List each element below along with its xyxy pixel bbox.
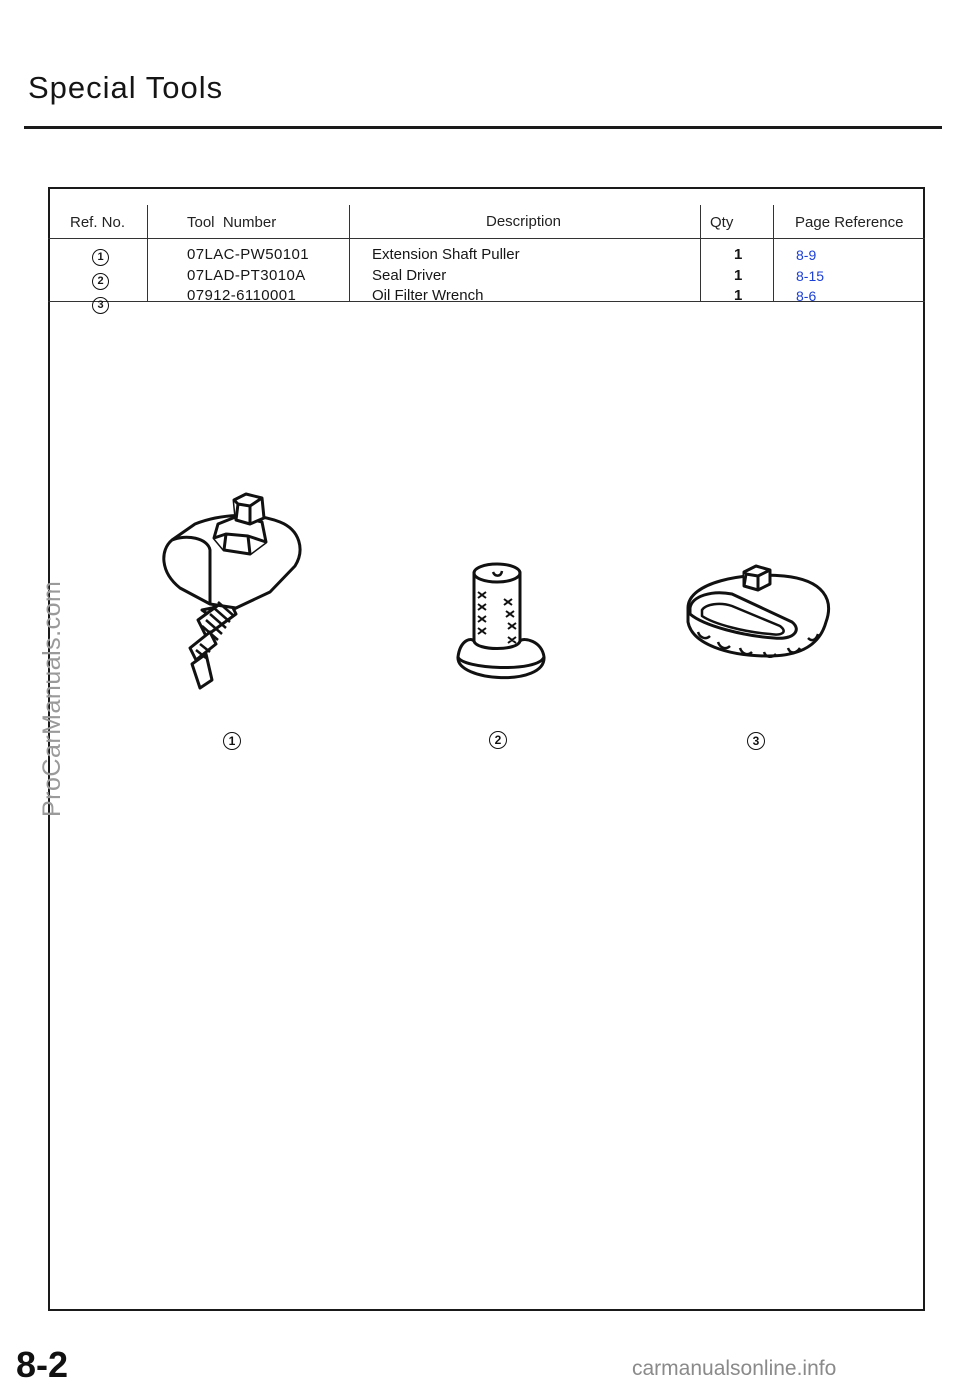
- page-number: 8-2: [16, 1344, 69, 1385]
- footer-site-watermark: carmanualsonline.info: [632, 1357, 837, 1380]
- oil-filter-wrench-icon: [684, 560, 834, 665]
- description-cell: Extension Shaft Puller: [372, 246, 520, 263]
- ref-number-badge: 2: [92, 273, 109, 290]
- ref-column: [92, 246, 109, 318]
- extension-shaft-puller-icon: [150, 480, 330, 700]
- header-tool-number: Tool Number: [187, 214, 277, 231]
- ref-number-badge: 3: [92, 297, 109, 314]
- tool-label-3: 3: [747, 732, 765, 750]
- header-divider: [48, 238, 925, 239]
- column-separator: [773, 205, 774, 301]
- qty-column: [734, 245, 742, 307]
- table-row: [92, 270, 109, 294]
- ref-number-badge: 1: [92, 249, 109, 266]
- column-separator: [349, 205, 350, 301]
- tool-number-cell: 07LAD-PT3010A: [187, 266, 306, 284]
- page-reference-link[interactable]: 8-15: [796, 267, 825, 284]
- qty-cell: 1: [734, 287, 743, 304]
- seal-driver-icon: [452, 557, 552, 702]
- tool-number-cell: 07912-6110001: [187, 287, 297, 304]
- tool-label-1: 1: [223, 732, 241, 750]
- table-row: [92, 294, 109, 318]
- page-reference-column: [796, 245, 824, 307]
- page-reference-link[interactable]: 8-6: [796, 288, 817, 304]
- column-separator: [700, 205, 701, 301]
- header-page-reference: Page Reference: [795, 214, 904, 231]
- description-column: [372, 245, 520, 307]
- description-cell: Seal Driver: [372, 266, 447, 284]
- page-title: Special Tools: [28, 70, 224, 105]
- header-description: Description: [486, 213, 562, 230]
- qty-cell: 1: [734, 266, 743, 284]
- page-reference-link[interactable]: 8-9: [796, 247, 817, 263]
- column-separator: [147, 205, 148, 301]
- header-qty: Qty: [710, 214, 734, 231]
- title-divider: [24, 126, 942, 129]
- tools-frame: [48, 187, 925, 1311]
- tool-label-2: 2: [489, 731, 507, 749]
- qty-cell: 1: [734, 246, 743, 263]
- watermark-text: ProCarManuals.com: [38, 580, 66, 817]
- table-row: [92, 246, 109, 270]
- tool-number-column: [187, 245, 309, 307]
- description-cell: Oil Filter Wrench: [372, 287, 484, 304]
- tool-number-cell: 07LAC-PW50101: [187, 246, 309, 263]
- header-ref-no: Ref. No.: [70, 214, 126, 231]
